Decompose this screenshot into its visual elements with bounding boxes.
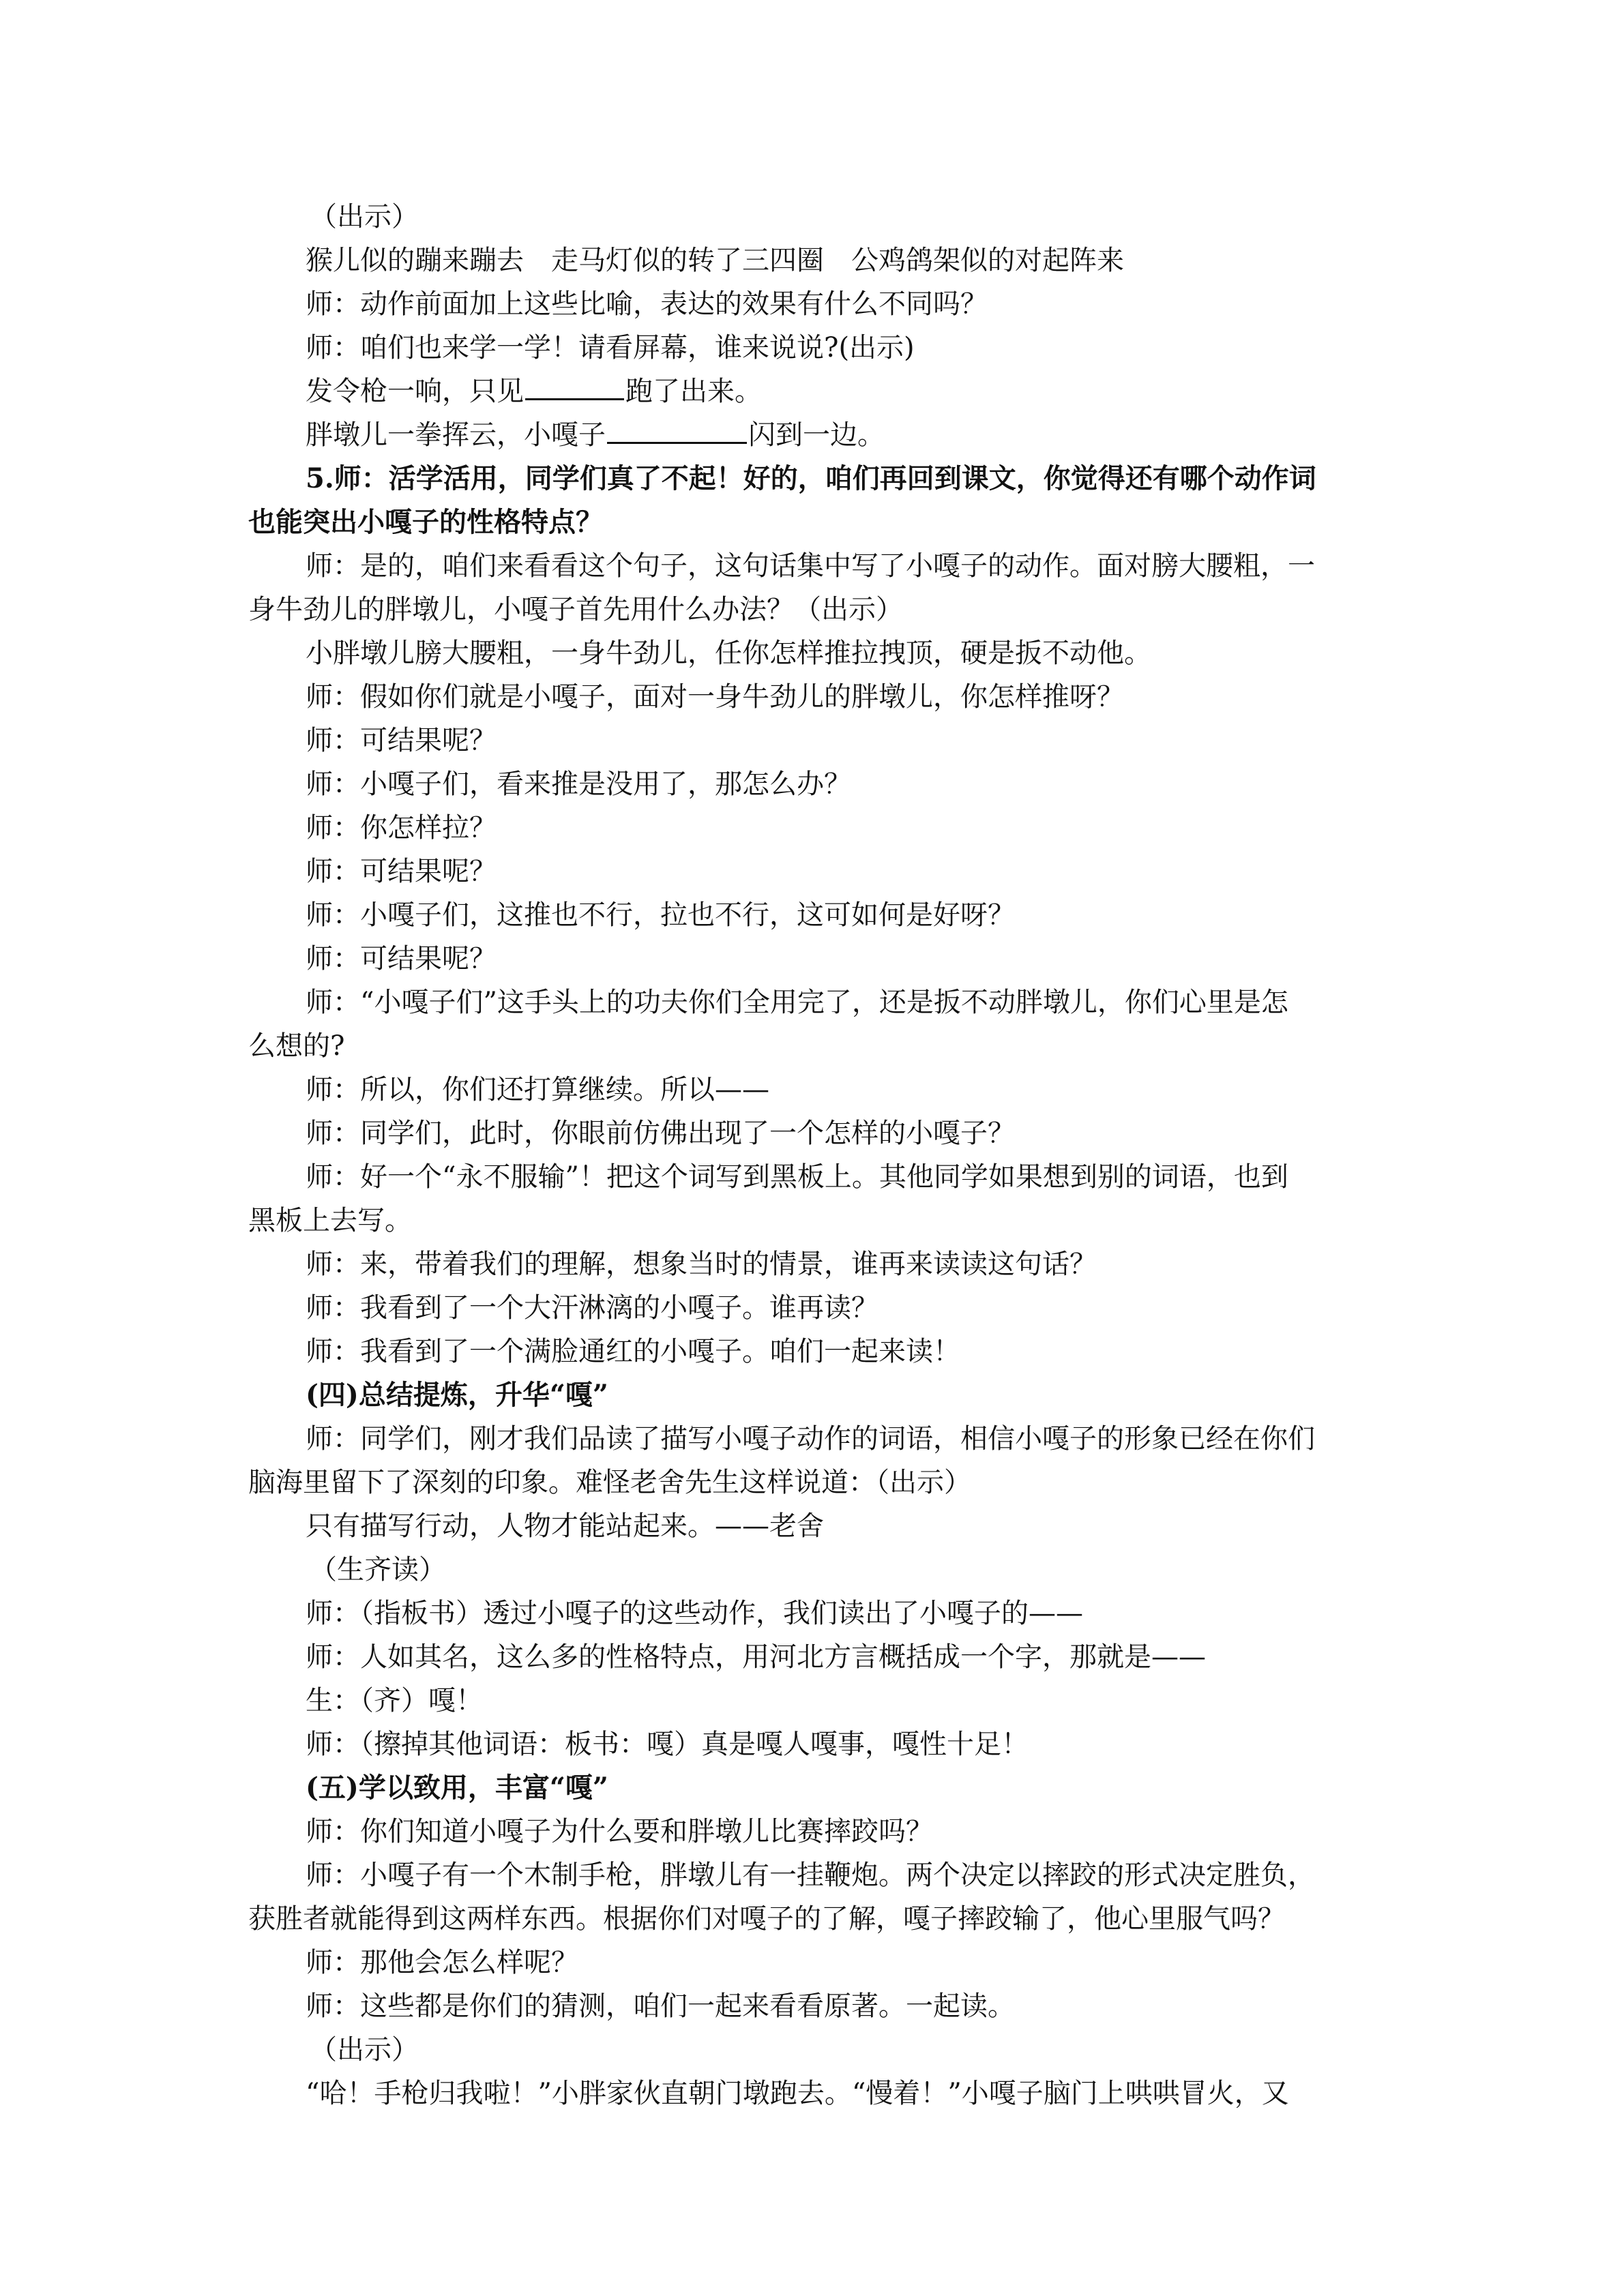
text-line: 小胖墩儿膀大腰粗，一身牛劲儿，任你怎样推拉拽顶，硬是扳不动他。 [306,638,1151,669]
text-line: 师：同学们，刚才我们品读了描写小嘎子动作的词语，相信小嘎子的形象已经在你们 [306,1423,1315,1455]
blank-prefix: 胖墩儿一拳挥云，小嘎子 [306,419,606,451]
text-line: 么想的? [248,1030,345,1062]
text-line: （出示） [310,201,419,233]
text-line: 猴儿似的蹦来蹦去 走马灯似的转了三四圈 公鸡鸽架似的对起阵来 [306,245,1124,276]
text-line: 脑海里留下了深刻的印象。难怪老舍先生这样说道：（出示） [248,1467,971,1498]
text-line: 师：小嘎子们，这推也不行，拉也不行，这可如何是好呀？ [306,899,1015,931]
text-line: 师：“小嘎子们”这手头上的功夫你们全用完了，还是扳不动胖墩儿，你们心里是怎 [306,987,1288,1018]
text-line: 师：你们知道小嘎子为什么要和胖墩儿比赛摔跤吗？ [306,1816,933,1847]
text-line: 师：同学们，此时，你眼前仿佛出现了一个怎样的小嘎子？ [306,1118,1015,1149]
text-line: 师：那他会怎么样呢？ [306,1947,578,1978]
bold-line: 也能突出小嘎子的性格特点？ [248,506,603,538]
fill-in-blank-line [248,370,1374,413]
text-line: 师：我看到了一个满脸通红的小嘎子。咱们一起来读！ [306,1336,960,1367]
blank-suffix: 闪到一边。 [748,419,885,451]
text-line: （出示） [310,2034,419,2066]
text-line: 师：咱们也来学一学！请看屏幕，谁来说说?(出示) [306,332,915,363]
text-line: （生齐读） [310,1554,446,1585]
text-line: 师：我看到了一个大汗淋漓的小嘎子。谁再读？ [306,1292,879,1324]
text-line: 师：这些都是你们的猜测，咱们一起来看看原著。一起读。 [306,1991,1015,2022]
text-line: 师：小嘎子们，看来推是没用了，那怎么办？ [306,769,851,800]
text-line: 生：（齐）嘎！ [306,1685,483,1716]
text-line: 师：是的，咱们来看看这个句子，这句话集中写了小嘎子的动作。面对膀大腰粗，一 [306,550,1315,582]
text-line: 师：可结果呢？ [306,943,497,974]
text-line: 师：可结果呢？ [306,856,497,887]
text-line: 获胜者就能得到这两样东西。根据你们对嘎子的了解，嘎子摔跤输了，他心里服气吗？ [248,1903,1285,1935]
text-line: 师：你怎样拉？ [306,812,497,844]
text-line: 师：（指板书）透过小嘎子的这些动作，我们读出了小嘎子的—— [306,1598,1083,1629]
section-heading: (五)学以致用，丰富“嘎” [306,1772,608,1804]
text-line: 师：来，带着我们的理解，想象当时的情景，谁再来读读这句话？ [306,1249,1097,1280]
text-line: 师：人如其名，这么多的性格特点，用河北方言概括成一个字，那就是—— [306,1641,1206,1673]
blank-prefix: 发令枪一响，只见 [306,376,524,407]
answer-blank [525,375,624,400]
answer-blank [607,419,747,444]
fill-in-blank-line [248,413,1374,457]
blank-suffix: 跑了出来。 [625,376,762,407]
text-line: 师：好一个“永不服输”！把这个词写到黑板上。其他同学如果想到别的词语，也到 [306,1161,1288,1193]
bold-line: 5.师：活学活用，同学们真了不起！好的，咱们再回到课文，你觉得还有哪个动作词 [306,462,1316,494]
text-line: 师：（擦掉其他词语：板书：嘎）真是嘎人嘎事，嘎性十足！ [306,1729,1029,1760]
section-heading: (四)总结提炼，升华“嘎” [306,1379,608,1411]
text-line: 师：所以，你们还打算继续。所以—— [306,1074,769,1105]
text-line: 师：小嘎子有一个木制手枪，胖墩儿有一挂鞭炮。两个决定以摔跤的形式决定胜负， [306,1860,1315,1891]
quote-line: 只有描写行动，人物才能站起来。——老舍 [306,1510,824,1542]
text-line: 师：假如你们就是小嘎子，面对一身牛劲儿的胖墩儿，你怎样推呀？ [306,681,1124,713]
text-line: 身牛劲儿的胖墩儿，小嘎子首先用什么办法？（出示） [248,594,903,625]
document-page [248,195,1374,2115]
text-line: 黑板上去写。 [248,1205,412,1236]
text-line: 师：可结果呢？ [306,725,497,756]
text-line: “哈！手枪归我啦！”小胖家伙直朝门墩跑去。“慢着！”小嘎子脑门上哄哄冒火，又 [306,2078,1289,2109]
text-line: 师：动作前面加上这些比喻，表达的效果有什么不同吗？ [306,288,988,320]
